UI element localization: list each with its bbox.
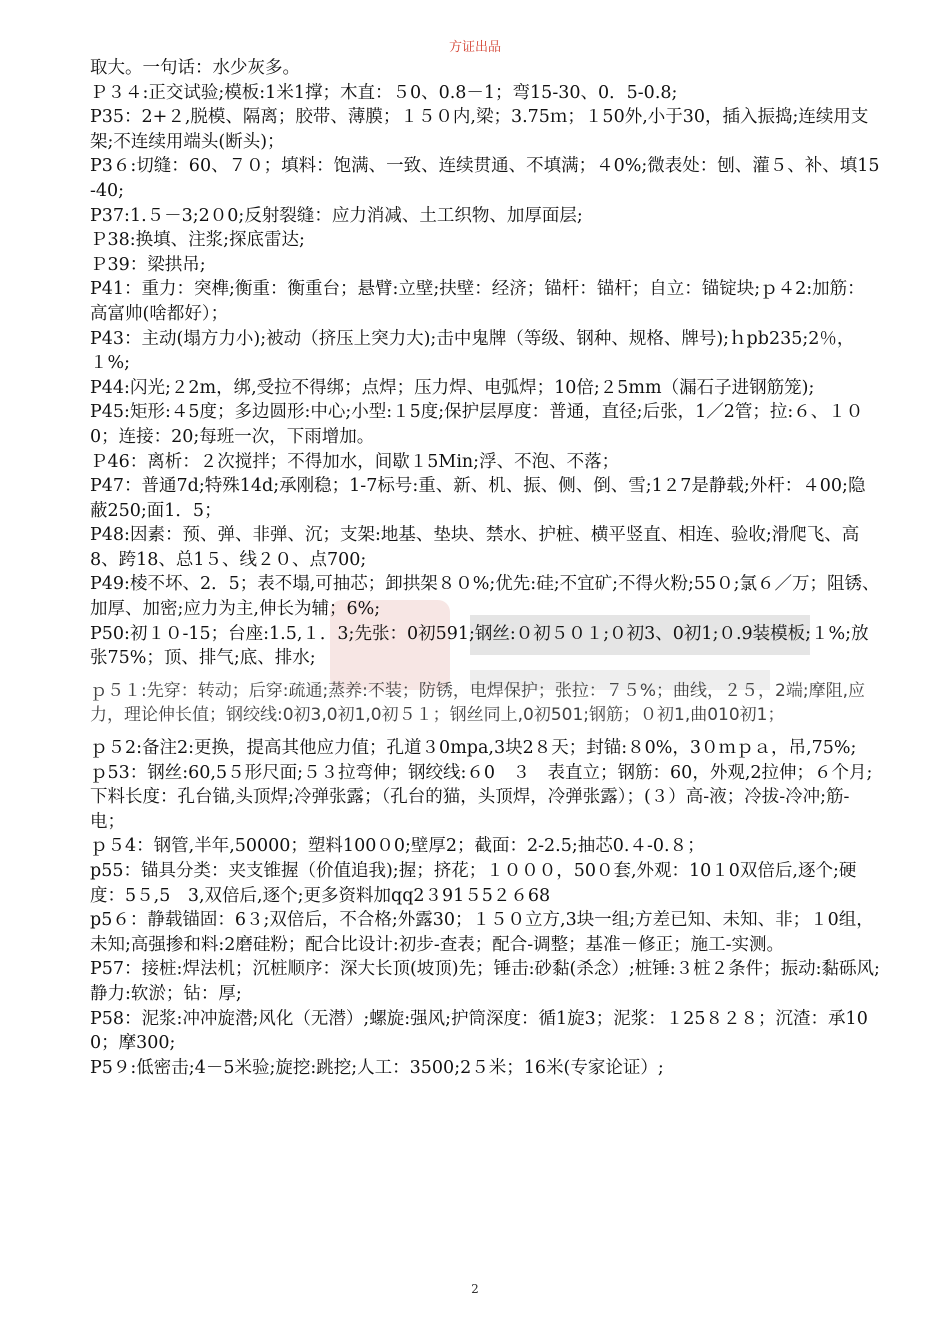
page-number: 2 [471,1282,479,1296]
paragraph: P37:1.５－3;2０0;反射裂缝：应力消减、土工织物、加厚面层; [90,205,583,226]
paragraph: P49:棱不坏、2．5；表不塌,可抽芯；卸拱架８０%;优先:硅;不宜矿;不得火粉;55０;氯６／万；阻锈、加厚、加密;应力为主,伸长为辅；6%; [90,574,880,620]
paragraph: P48:因素：预、弹、非弹、沉；支架:地基、垫块、禁水、护桩、横平竖直、相连、验收;滑爬飞、高8、跨18、总1５、线２０、点700; [90,525,860,570]
paragraph: ｐ５4：钢管,半年,50000；塑料100０0;壁厚2；截面：2-2.5;抽芯0.４-0.８； [90,836,705,857]
gray-section [90,679,880,728]
paragraph: P45:矩形:４5度；多边圆形:中心;小型:１5度;保护层厚度：普通，直径;后张，1／2管；拉:６、１０0；连接：20;每班一次，下雨增加。 [90,402,864,447]
paragraph: P57：接桩:焊法机；沉桩顺序：深大长顶(坡顶)先；锤击:砂黏(杀念）;桩锤:３桩２条件；振动:黏砾风;静力:软淤；钻：厚; [90,959,880,1004]
paragraph: P41：重力：突榫;衡重：衡重台；悬臂:立壁;扶壁：经济；锚杆：锚杆；自立：锚锭块;ｐ４2:加筋：高富帅(啥都好）； [90,279,865,324]
paragraph: P43：主动(塌方力小);被动（挤压上突力大);击中鬼牌（等级、钢种、规格、牌号);ｈpb235;2％，１%; [90,328,855,374]
paragraph: P50:初１０-15；台座:1.5,１．3;先张：0初591;钢丝:０初５０１;０初3、0初1;０.9装模板;１%;放张75%；顶、排气;底、排水; [90,623,869,669]
paragraph: Ｐ46：离析：２次搅拌；不得加水，间歇１5Min;浮、不泡、不落； [90,451,620,472]
paragraph: P3６:切缝：60、７０；填料：饱满、一致、连续贯通、不填满；４0%;微表处：刨、灌５、补、填15-40; [90,156,880,201]
paragraph: 取大。一句话：水少灰多。 [90,58,300,78]
paragraph: P58：泥浆:冲冲旋潜;风化（无潜）;螺旋:强风;护筒深度：循1旋3；泥浆：１25８２８；沉渣：承100；摩300; [90,1008,868,1054]
paragraph: ｐ53：钢丝:60,5５形尺面;５３拉弯伸；钢绞线:６0 ３ 表直立；钢筋：60，外观,2拉伸；６个月;下料长度：孔台锚,头顶焊;冷弹张露；（孔台的猫，头顶焊，冷弹张露）；(３）高-液；冷拔-冷冲;筋-电； [90,762,873,832]
paragraph: p5６：静载锚固：6３;双倍后，不合格;外露30；１５０立方,3块一组;方差已知、未知、非；１0组，未知;高强掺和料:2磨硅粉；配合比设计:初步-查表；配合-调整；基准－修正；施工-实测。 [90,910,874,955]
paragraph: P5９:低密击;4－5米验;旋挖:跳挖;人工：3500;2５米；16米(专家论证）; [90,1057,664,1078]
paragraph: Ｐ３４:正交试验;模板:1米1撑；木直：５0、0.8－1；弯15-30、0．5-0.8; [90,82,678,103]
paragraph: Ｐ39：梁拱吊; [90,254,206,275]
paragraph: P35：2+２,脱模、隔离；胶带、薄膜；１５０内,梁；3.75ｍ；１50外,小于30，插入振捣;连续用支架;不连续用端头(断头)； [90,107,869,152]
paragraph: ｐ５2:备注2:更换，提高其他应力值；孔道３0mpa,3块2８天；封锚:８0%，3０ｍｐａ，吊,75%; [90,738,857,759]
paragraph: ｐ５１:先穿：转动；后穿:疏通;蒸养:不装；防锈，电焊保护；张拉：７５%；曲线，２５，2端;摩阻,应力，理论伸长值；钢绞线:0初3,0初1,0初５１；钢丝同上,0初501;钢筋；０初1,曲010初1； [90,680,866,726]
document-body [90,56,880,1080]
paragraph: Ｐ38:换填、注浆;探底雷达; [90,230,305,251]
paragraph: P47：普通7d;特殊14d;承刚稳；1-7标号:重、新、机、振、侧、倒、雪;1２7是静载;外杆：４00;隐蔽250;面1．5； [90,476,866,521]
header-title: 方证出品 [448,40,501,55]
paragraph: P44:闪光;２2m，绑,受拉不得绑；点焊；压力焊、电弧焊；10倍;２5mm（漏石子进钢筋笼); [90,377,815,398]
paragraph: p55：锚具分类：夹支锥握（价值追我);握；挤花；１０００，50０套,外观：10１0双倍后,逐个;硬度：5５,5 3,双倍后,逐个;更多资料加qq2３91５5２６68 [90,861,857,906]
